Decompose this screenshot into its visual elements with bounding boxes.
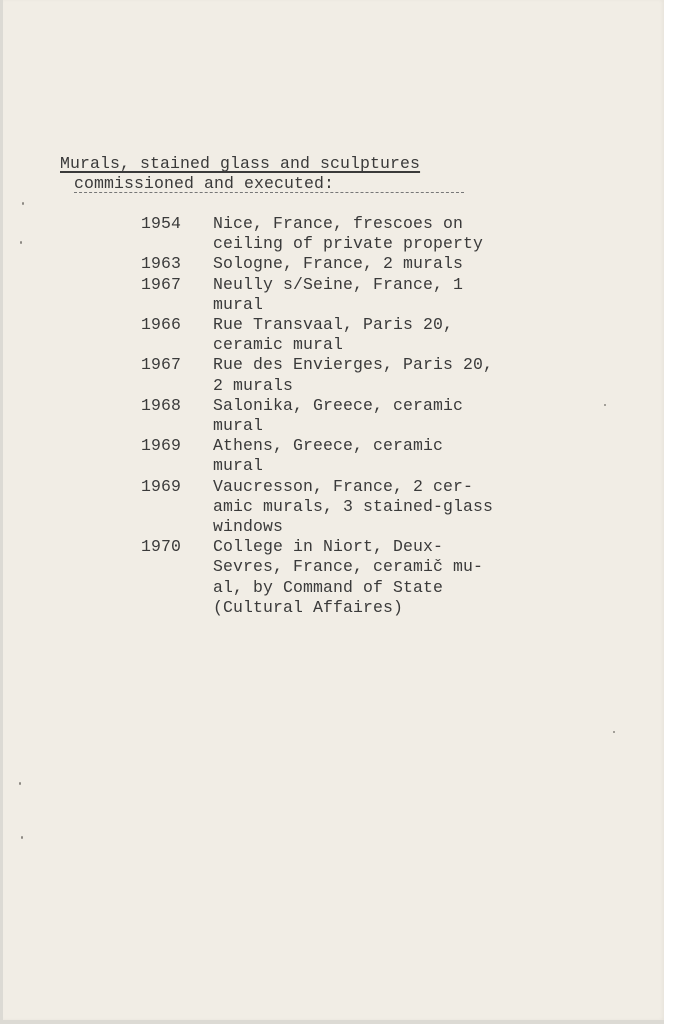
list-item xyxy=(141,355,561,395)
heading-dashed-rule xyxy=(74,192,464,193)
entry-description xyxy=(213,436,561,476)
entry-year: 1969 xyxy=(141,476,182,496)
paper-speck xyxy=(21,836,23,839)
list-item xyxy=(141,396,561,436)
entry-description-line: Salonika, Greece, ceramic xyxy=(213,395,464,415)
page-edge xyxy=(664,0,674,1024)
entry-description-line: mural xyxy=(213,294,264,314)
entry-description xyxy=(213,396,561,436)
entry-year: 1963 xyxy=(141,254,182,274)
paper-speck xyxy=(19,782,21,785)
paper-speck xyxy=(22,202,24,205)
entries-list xyxy=(141,214,561,618)
entry-year: 1967 xyxy=(141,274,182,294)
entry-description-line: ceiling of private property xyxy=(213,234,484,254)
entry-description xyxy=(213,214,561,254)
list-item xyxy=(141,315,561,355)
entry-description-line: Sologne, France, 2 murals xyxy=(213,254,464,274)
entry-description-line: mural xyxy=(213,456,264,476)
heading-line-2: commissioned and executed: xyxy=(74,174,335,193)
entry-description-line: ceramic mural xyxy=(213,335,344,355)
paper-speck xyxy=(613,731,615,733)
paper-speck xyxy=(604,404,606,406)
entry-description xyxy=(213,315,561,355)
entry-description-line: amic murals, 3 stained-glass xyxy=(213,496,494,516)
list-item xyxy=(141,477,561,538)
entry-description xyxy=(213,537,561,618)
entry-year: 1954 xyxy=(141,214,182,233)
list-item xyxy=(141,275,561,315)
entry-year: 1968 xyxy=(141,395,182,415)
list-item xyxy=(141,537,561,618)
entry-description-line: Rue Transvaal, Paris 20, xyxy=(213,315,454,335)
entry-description-line: Nice, France, frescoes on xyxy=(213,214,464,233)
entry-description-line: mural xyxy=(213,416,264,436)
entry-description-line: Neully s/Seine, France, 1 xyxy=(213,274,464,294)
entry-description-line: Vaucresson, France, 2 cer- xyxy=(213,476,474,496)
entry-description-line: Sevres, France, ceramič mu- xyxy=(213,557,484,577)
entry-year: 1970 xyxy=(141,537,182,557)
entry-description-line: College in Niort, Deux- xyxy=(213,537,444,557)
entry-description-line: Athens, Greece, ceramic xyxy=(213,436,444,456)
entry-description xyxy=(213,477,561,538)
list-item xyxy=(141,214,561,254)
entry-year: 1967 xyxy=(141,355,182,375)
entry-description-line: (Cultural Affaires) xyxy=(213,597,404,617)
entry-description xyxy=(213,254,561,274)
entry-description-line: 2 murals xyxy=(213,375,294,395)
heading-line-1: Murals, stained glass and sculptures xyxy=(60,154,421,173)
entry-description-line: al, by Command of State xyxy=(213,577,444,597)
list-item xyxy=(141,254,561,274)
list-item xyxy=(141,436,561,476)
entry-description xyxy=(213,355,561,395)
entry-year: 1966 xyxy=(141,315,182,335)
entry-description-line: Rue des Envierges, Paris 20, xyxy=(213,355,494,375)
entry-year: 1969 xyxy=(141,436,182,456)
paper-speck xyxy=(20,241,22,244)
entry-description xyxy=(213,275,561,315)
document-heading xyxy=(60,154,420,194)
entry-description-line: windows xyxy=(213,517,284,537)
